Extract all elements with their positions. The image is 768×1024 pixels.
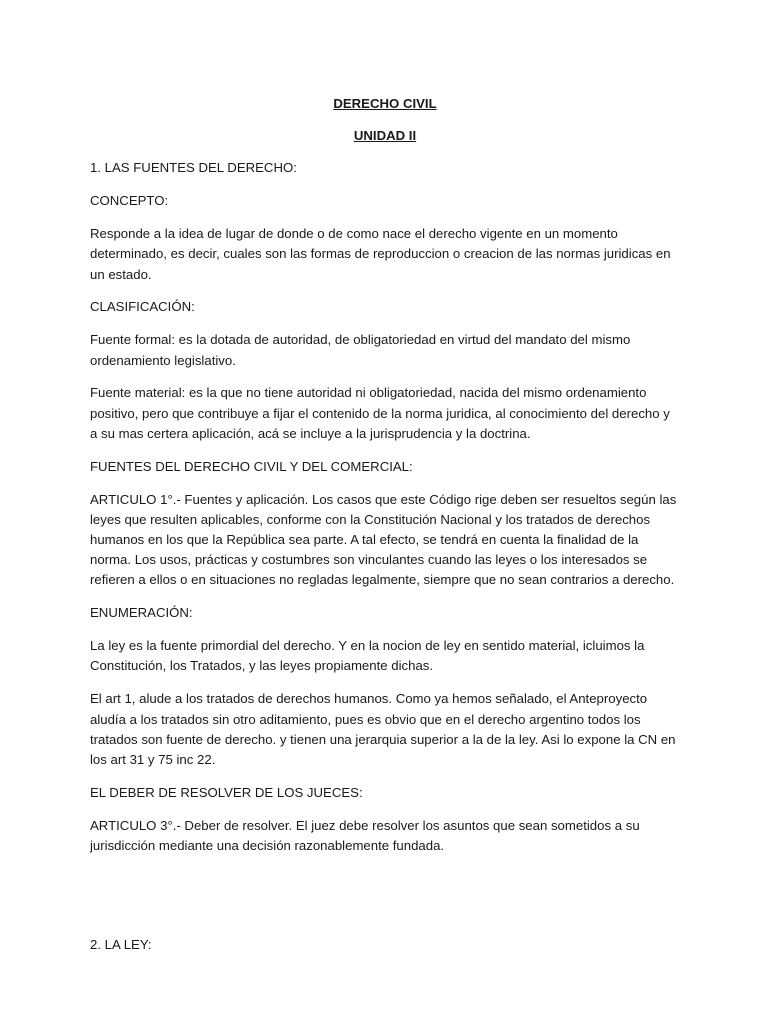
blank-space (90, 869, 680, 935)
heading-deber-resolver: EL DEBER DE RESOLVER DE LOS JUECES: (90, 784, 363, 800)
heading-clasificacion: CLASIFICACIÓN: (90, 299, 195, 315)
paragraph-ley-fuente-primordial: La ley es la fuente primordial del derecho. Y en la nocion de ley en sentido material, icluimos la Constitución, los Tratados, y las leyes propiamente dichas. (90, 638, 645, 674)
document-page (90, 94, 680, 968)
heading-enumeracion: ENUMERACIÓN: (90, 605, 193, 621)
document-title: DERECHO CIVIL (333, 96, 437, 111)
paragraph-art-1-tratados: El art 1, alude a los tratados de derechos humanos. Como ya hemos señalado, el Anteproyecto aludía a los tratados sin otro aditamiento, pues es obvio que en el derecho argentino todos los tratados son fuente de derecho. y tienen una jerarquia superior a la de la ley. Asi lo expone la CN en los art 31 y 75 inc 22. (90, 691, 676, 767)
heading-fuentes-civil-comercial: FUENTES DEL DERECHO CIVIL Y DEL COMERCIAL: (90, 458, 413, 474)
section-heading-la-ley: 2. LA LEY: (90, 936, 152, 952)
document-subtitle: UNIDAD II (353, 128, 417, 144)
section-heading-fuentes: 1. LAS FUENTES DEL DERECHO: (90, 160, 297, 176)
paragraph-articulo-3: ARTICULO 3°.- Deber de resolver. El juez debe resolver los asuntos que sean sometidos a su jurisdicción mediante una decisión razonablemente fundada. (90, 817, 640, 853)
heading-concepto: CONCEPTO: (90, 193, 169, 209)
paragraph-articulo-1: ARTICULO 1°.- Fuentes y aplicación. Los casos que este Código rige deben ser resueltos según las leyes que resulten aplicables, conforme con la Constitución Nacional y los tratados de derechos humanos en los que la República sea parte. A tal efecto, se tendrá en cuenta la finalidad de la norma. Los usos, prácticas y costumbres son vinculantes cuando las leyes o los interesados se refieren a ellos o en situaciones no regladas legalmente, siempre que no sean contrarios a derecho. (90, 491, 677, 588)
paragraph-fuente-formal: Fuente formal: es la dotada de autoridad, de obligatoriedad en virtud del mandato del mismo ordenamiento legislativo. (90, 332, 631, 368)
paragraph-fuente-material: Fuente material: es la que no tiene autoridad ni obligatoriedad, nacida del mismo ordenamiento positivo, pero que contribuye a fijar el contenido de la norma juridica, al conocimiento del derecho y a su mas certera aplicación, acá se incluye a la jurisprudencia y la doctrina. (90, 385, 670, 441)
paragraph-concepto: Responde a la idea de lugar de donde o de como nace el derecho vigente en un momento determinado, es decir, cuales son las formas de reproduccion o creacion de las normas juridicas en un estado. (90, 226, 671, 282)
